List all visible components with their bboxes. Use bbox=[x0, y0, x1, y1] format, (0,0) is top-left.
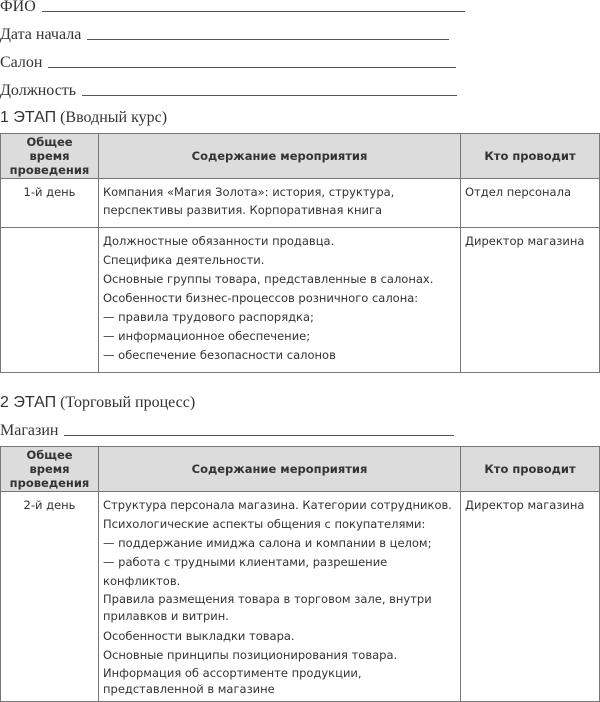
row-content bbox=[99, 492, 461, 702]
start-date-field bbox=[0, 22, 449, 44]
content-line: — обеспечение безопасности салонов bbox=[103, 348, 336, 362]
stage2-header-row bbox=[1, 447, 600, 492]
header-who: Кто проводит bbox=[461, 134, 600, 179]
content-line: Информация об ассортименте продукции, представленной в магазине bbox=[103, 666, 362, 696]
row-time bbox=[1, 228, 99, 373]
content-line: Особенности выкладки товара. bbox=[103, 629, 295, 643]
stage1-number: 1 ЭТАП bbox=[0, 109, 57, 126]
row-who: Отдел персонала bbox=[461, 179, 600, 228]
content-line: Психологические аспекты общения с покупателями: bbox=[103, 517, 426, 531]
stage2-number: 2 ЭТАП bbox=[0, 394, 57, 411]
header-content: Содержание мероприятия bbox=[99, 447, 461, 492]
salon-label: Салон bbox=[0, 54, 43, 71]
header-time: Общее время проведения bbox=[1, 134, 99, 179]
header-content: Содержание мероприятия bbox=[99, 134, 461, 179]
position-label: Должность bbox=[0, 82, 77, 99]
row-time: 1-й день bbox=[1, 179, 99, 228]
stage2-title: (Торговый процесс) bbox=[60, 394, 196, 411]
content-line: — поддержание имиджа салона и компании в целом; bbox=[103, 536, 432, 550]
content-line: — работа с трудными клиентами, разрешение конфликтов. bbox=[103, 555, 388, 588]
store-label: Магазин bbox=[0, 422, 59, 439]
content-line: Особенности бизнес-процессов розничного салона: bbox=[103, 291, 419, 305]
store-line[interactable] bbox=[64, 435, 454, 436]
table-row bbox=[1, 179, 600, 228]
table-row bbox=[1, 228, 600, 373]
fio-field bbox=[0, 0, 465, 16]
content-line: Должностные обязанности продавца. bbox=[103, 234, 335, 248]
fio-label: ФИО bbox=[0, 0, 36, 15]
row-who: Директор магазина bbox=[461, 492, 600, 702]
content-line: — правила трудового распорядка; bbox=[103, 310, 314, 324]
content-line: Структура персонала магазина. Категории сотрудников. bbox=[103, 498, 452, 512]
content-line: Правила размещения товара в торговом зале, внутри прилавков и витрин. bbox=[103, 592, 432, 623]
content-line: Компания «Магия Золота»: история, структура, перспективы развития. Корпоративная книга bbox=[103, 185, 395, 217]
row-content bbox=[99, 228, 461, 373]
position-field bbox=[0, 78, 457, 100]
header-who: Кто проводит bbox=[461, 447, 600, 492]
stage1-title: (Вводный курс) bbox=[60, 109, 168, 126]
stage1-table bbox=[0, 133, 600, 373]
content-line: Специфика деятельности. bbox=[103, 253, 265, 267]
start-date-line[interactable] bbox=[87, 39, 449, 40]
row-who: Директор магазина bbox=[461, 228, 600, 373]
content-line: Основные принципы позиционирования товара. bbox=[103, 648, 398, 662]
salon-line[interactable] bbox=[48, 67, 456, 68]
store-field bbox=[0, 418, 454, 440]
position-line[interactable] bbox=[82, 95, 457, 96]
header-time: Общее время проведения bbox=[1, 447, 99, 492]
fio-line[interactable] bbox=[42, 11, 465, 12]
content-line: Основные группы товара, представленные в салонах. bbox=[103, 272, 434, 286]
row-content bbox=[99, 179, 461, 228]
stage1-header-row bbox=[1, 134, 600, 179]
stage1-heading bbox=[0, 109, 167, 127]
salon-field bbox=[0, 50, 456, 72]
row-time: 2-й день bbox=[1, 492, 99, 702]
start-date-label: Дата начала bbox=[0, 26, 82, 43]
table-row bbox=[1, 492, 600, 702]
stage2-heading bbox=[0, 394, 195, 412]
stage2-table bbox=[0, 446, 600, 702]
content-line: — информационное обеспечение; bbox=[103, 329, 311, 343]
